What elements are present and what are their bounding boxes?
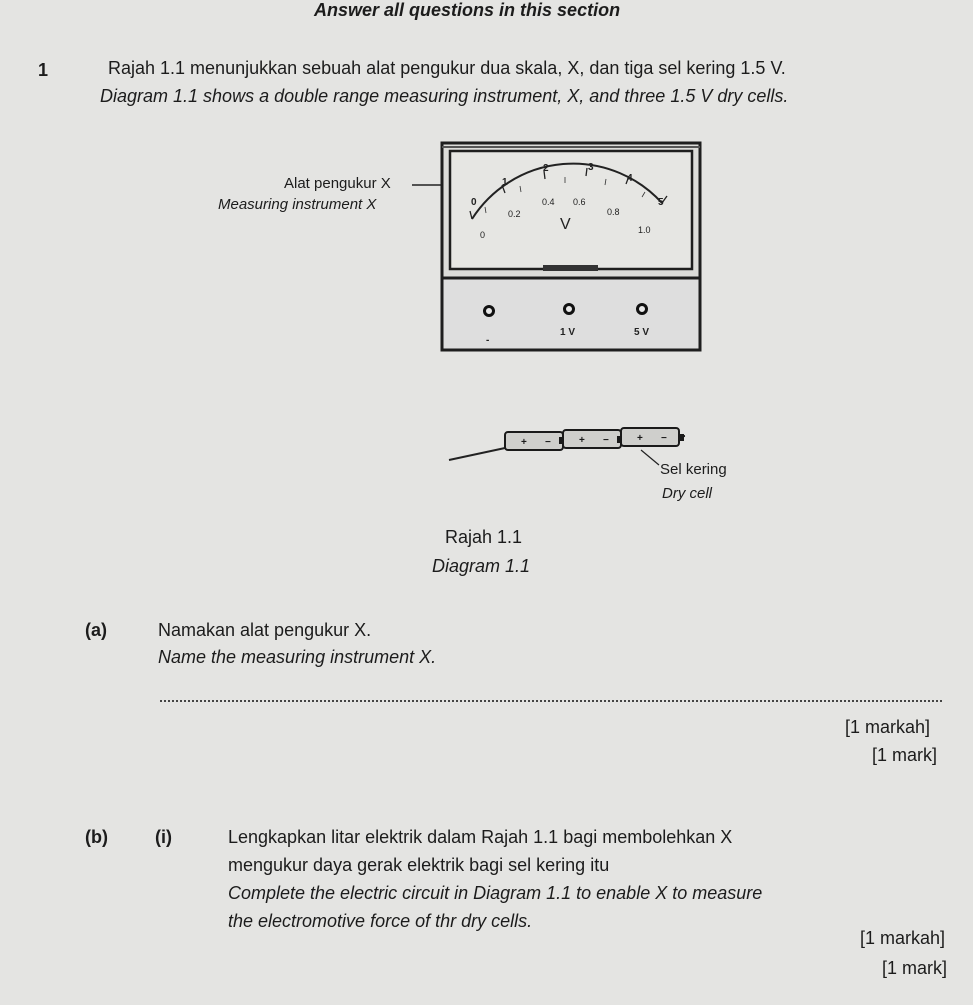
unit-symbol: V [560,216,571,233]
part-a-text-ms: Namakan alat pengukur X. [158,620,372,640]
voltmeter-diagram [410,135,710,360]
outer-scale-1: 1 [502,177,508,188]
question-number: 1 [38,60,49,80]
cell-label-en: Dry cell [662,485,713,502]
diagram-caption-en: Diagram 1.1 [432,556,531,576]
svg-text:−: − [545,437,551,448]
terminal-negative [485,307,494,316]
part-b-mark-en: [1 mark] [882,958,948,978]
question-intro-ms: Rajah 1.1 menunjukkan sebuah alat pengukur dua skala, X, dan tiga sel kering 1.5 V. [108,58,786,78]
dry-cell-3 [621,428,679,446]
svg-text:−: − [603,435,609,446]
terminal-1v [565,305,574,314]
part-b-line2-en: the electromotive force of thr dry cells. [228,911,533,931]
outer-scale-4: 4 [627,173,633,184]
part-b-line2-ms: mengukur daya gerak elektrik bagi sel kering itu [228,855,610,875]
outer-scale-2: 2 [543,163,549,174]
outer-scale-5: 5 [658,197,664,208]
section-instruction: Answer all questions in this section [314,0,621,20]
answer-line-a[interactable] [160,700,942,702]
outer-scale-0: 0 [471,197,477,208]
part-b-line1-en: Complete the electric circuit in Diagram 1.1 to enable X to measure [228,883,763,903]
instrument-label-ms: Alat pengukur X [284,175,391,192]
inner-scale-0.8: 0.8 [607,207,620,217]
inner-scale-1.0: 1.0 [638,225,651,235]
part-b-sub-label: (i) [155,827,172,847]
part-b-label: (b) [85,827,108,847]
cell-label-ms: Sel kering [660,461,727,478]
terminal-5v [638,305,647,314]
inner-scale-0.4: 0.4 [542,197,555,207]
part-a-mark-ms: [1 markah] [845,717,931,737]
dry-cell-2 [563,430,621,448]
part-b-mark-ms: [1 markah] [860,928,946,948]
instrument-label-en: Measuring instrument X [218,196,377,213]
part-b-line1-ms: Lengkapkan litar elektrik dalam Rajah 1.1 bagi membolehkan X [228,827,733,847]
svg-text:+: + [521,437,527,448]
svg-text:−: − [661,433,667,444]
part-a-mark-en: [1 mark] [872,745,938,765]
terminal-label-5v: 5 V [634,327,650,338]
terminal-label-1v: 1 V [560,327,576,338]
svg-text:+: + [637,433,643,444]
svg-text:+: + [579,435,585,446]
dry-cell-1 [505,432,563,450]
question-intro-en: Diagram 1.1 shows a double range measuring instrument, X, and three 1.5 V dry cells. [100,86,789,106]
part-a-text-en: Name the measuring instrument X. [158,647,437,667]
inner-scale-0.2: 0.2 [508,209,521,219]
terminal-label-negative: - [486,335,490,346]
part-a-label: (a) [85,620,107,640]
inner-scale-0.6: 0.6 [573,197,586,207]
inner-scale-0: 0 [480,230,486,240]
diagram-caption-ms: Rajah 1.1 [445,527,523,547]
outer-scale-3: 3 [588,162,594,173]
